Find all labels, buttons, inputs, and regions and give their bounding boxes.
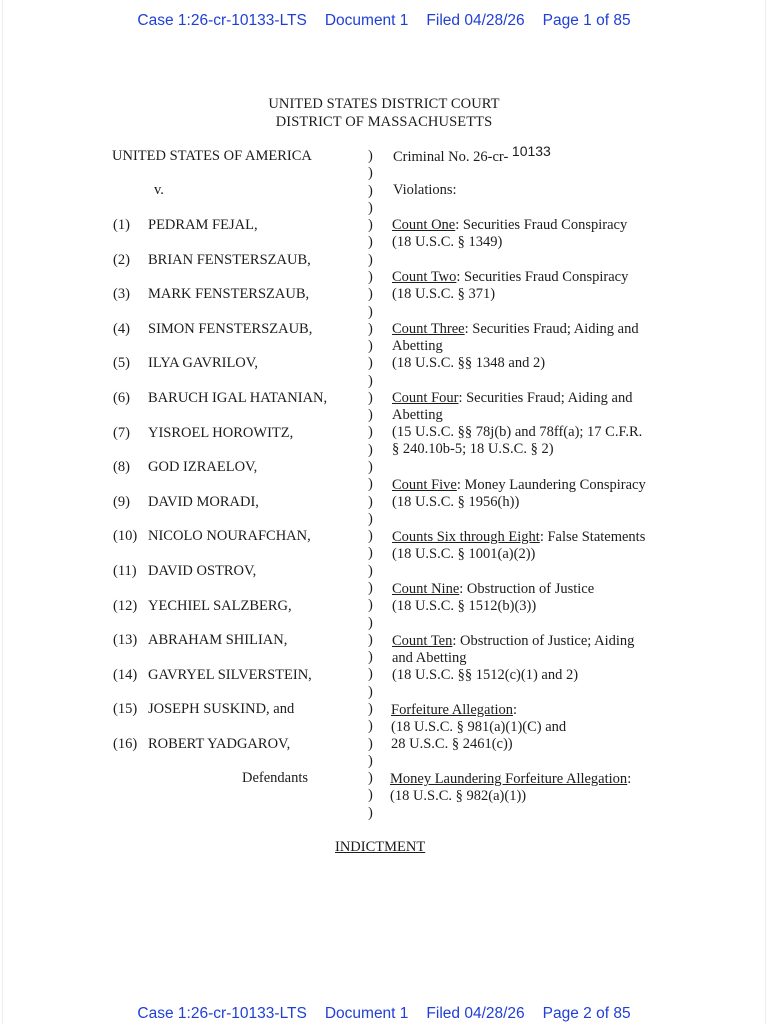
count-desc: : (627, 771, 632, 787)
violation-counts-six-eight (392, 529, 645, 546)
defendant-name: BARUCH IGAL HATANIAN, (148, 390, 328, 406)
violation-count-ten (392, 633, 634, 650)
defendant-number: (2) (113, 251, 130, 268)
caption-paren: ) (368, 268, 373, 285)
count-desc-cont: and Abetting (392, 650, 467, 666)
document-number: Document 1 (324, 12, 409, 29)
count-desc: : Securities Fraud; Aiding and (458, 390, 633, 406)
forfeiture-allegation (391, 702, 517, 719)
citation: (18 U.S.C. § 371) (392, 286, 496, 302)
caption-paren: ) (368, 372, 373, 389)
caption-paren: ) (368, 787, 373, 804)
count-label: Count Three (392, 321, 465, 337)
page-indicator: Page 2 of 85 (542, 1005, 631, 1022)
defendant-name: GAVRYEL SILVERSTEIN, (148, 666, 312, 683)
defendant-number: (15) (113, 701, 138, 718)
defendant-name: DAVID OSTROV, (148, 563, 257, 579)
violation-count-nine (392, 581, 594, 598)
count-desc: : (513, 702, 518, 718)
criminal-number-value: 10133 (511, 143, 551, 159)
count-label: Forfeiture Allegation (391, 702, 514, 718)
count-label: Count Nine (392, 581, 460, 597)
caption-paren: ) (368, 649, 373, 666)
defendant-number: (12) (113, 597, 138, 614)
caption-paren: ) (368, 389, 373, 406)
violation-count-two (392, 269, 628, 286)
count-label: Counts Six through Eight (392, 529, 540, 545)
caption-paren: ) (368, 510, 373, 527)
defendant-number: (4) (113, 320, 130, 337)
pdf-header-bottom (0, 1005, 768, 1023)
defendant-number: (11) (113, 563, 137, 579)
court-district: DISTRICT OF MASSACHUSETTS (275, 114, 493, 130)
count-label: Count One (392, 217, 456, 233)
citation: (18 U.S.C. § 981(a)(1)(C) and (391, 719, 567, 735)
caption-paren: ) (368, 303, 373, 320)
caption-paren: ) (368, 718, 373, 735)
filed-date: Filed 04/28/26 (426, 1005, 525, 1022)
caption-paren: ) (368, 597, 373, 614)
caption-paren: ) (368, 493, 373, 510)
case-number: Case 1:26-cr-10133-LTS (137, 1005, 307, 1022)
caption-paren: ) (368, 683, 373, 700)
defendant-name: BRIAN FENSTERSZAUB, (148, 251, 311, 268)
caption-paren: ) (368, 165, 373, 182)
caption-paren: ) (368, 666, 373, 683)
defendant-name: ILYA GAVRILOV, (148, 355, 258, 372)
citation: (15 U.S.C. §§ 78j(b) and 78ff(a); 17 C.F.R. (392, 424, 643, 440)
citation: (18 U.S.C. §§ 1348 and 2) (392, 355, 546, 371)
defendant-number: (16) (113, 736, 138, 752)
caption-paren: ) (368, 148, 373, 164)
caption-paren: ) (368, 614, 373, 631)
caption-paren: ) (368, 338, 373, 355)
caption-paren: ) (368, 182, 373, 199)
count-desc-cont: Abetting (392, 338, 443, 354)
violations-label: Violations: (393, 182, 457, 198)
citation: (18 U.S.C. § 1349) (392, 234, 503, 250)
caption-paren: ) (368, 804, 373, 821)
caption-paren: ) (368, 199, 373, 216)
defendants-label: Defendants (242, 770, 309, 786)
defendant-number: (7) (113, 424, 130, 441)
caption-paren: ) (368, 580, 373, 596)
count-label: Money Laundering Forfeiture Allegation (390, 771, 628, 787)
caption-paren: ) (368, 217, 373, 234)
indictment-title: INDICTMENT (335, 839, 426, 855)
defendant-name: PEDRAM FEJAL, (148, 217, 258, 233)
count-label: Count Four (392, 390, 459, 406)
caption-paren: ) (368, 735, 373, 752)
citation: (18 U.S.C. §§ 1512(c)(1) and 2) (392, 667, 579, 683)
caption-paren: ) (368, 545, 373, 562)
count-desc: : Obstruction of Justice (459, 581, 595, 597)
caption-paren: ) (368, 424, 373, 441)
caption-paren: ) (368, 752, 373, 769)
defendant-name: SIMON FENSTERSZAUB, (148, 320, 313, 337)
versus-label: v. (154, 182, 164, 198)
caption-paren: ) (368, 528, 373, 545)
defendant-name: ROBERT YADGAROV, (148, 736, 291, 752)
violation-count-five (392, 477, 646, 494)
caption-paren: ) (368, 459, 373, 476)
count-desc: : False Statements (539, 529, 646, 545)
count-desc-cont: Abetting (392, 407, 443, 423)
case-number: Case 1:26-cr-10133-LTS (137, 12, 307, 29)
violation-count-one (392, 217, 627, 234)
defendant-number: (1) (113, 217, 130, 233)
caption-paren: ) (368, 251, 373, 268)
count-desc: : Money Laundering Conspiracy (456, 477, 646, 493)
money-laundering-forfeiture-allegation (390, 771, 631, 788)
pdf-header-top (0, 12, 768, 30)
citation-cont: § 240.10b-5; 18 U.S.C. § 2) (392, 441, 554, 457)
defendant-number: (10) (113, 528, 138, 545)
filed-date: Filed 04/28/26 (426, 12, 525, 29)
defendant-name: NICOLO NOURAFCHAN, (148, 528, 311, 545)
caption-paren: ) (368, 631, 373, 648)
caption-paren: ) (368, 562, 373, 579)
count-desc: : Securities Fraud Conspiracy (455, 217, 628, 233)
count-desc: : Securities Fraud; Aiding and (464, 321, 639, 337)
caption-paren: ) (368, 441, 373, 458)
caption-paren: ) (368, 770, 373, 787)
count-desc: : Obstruction of Justice; Aiding (452, 633, 635, 649)
defendant-name: YECHIEL SALZBERG, (148, 597, 292, 614)
citation: (18 U.S.C. § 1956(h)) (392, 494, 520, 510)
caption-paren: ) (368, 355, 373, 372)
defendant-number: (9) (113, 493, 130, 510)
defendant-name: YISROEL HOROWITZ, (148, 424, 294, 441)
citation: (18 U.S.C. § 1001(a)(2)) (392, 546, 536, 562)
citation-cont: 28 U.S.C. § 2461(c)) (391, 736, 513, 752)
defendant-number: (3) (113, 286, 130, 303)
court-name: UNITED STATES DISTRICT COURT (268, 96, 500, 112)
caption-paren: ) (368, 700, 373, 717)
caption-paren: ) (368, 234, 373, 251)
defendant-name: MARK FENSTERSZAUB, (148, 286, 310, 303)
defendant-number: (5) (113, 355, 130, 372)
caption-paren: ) (368, 476, 373, 493)
count-label: Count Two (392, 269, 457, 285)
caption-paren: ) (368, 407, 373, 424)
page-indicator: Page 1 of 85 (542, 12, 631, 29)
defendant-number: (6) (113, 390, 130, 406)
violation-count-four (392, 390, 632, 407)
count-label: Count Ten (392, 633, 453, 649)
criminal-number-label: Criminal No. 26-cr- (393, 149, 509, 165)
caption-paren: ) (368, 286, 373, 303)
citation: (18 U.S.C. § 1512(b)(3)) (392, 598, 537, 614)
plaintiff-name: UNITED STATES OF AMERICA (112, 148, 312, 164)
criminal-number (393, 143, 551, 166)
count-desc: : Securities Fraud Conspiracy (456, 269, 629, 285)
scan-edge-right (765, 0, 766, 1024)
count-label: Count Five (392, 477, 457, 493)
defendant-number: (8) (113, 459, 130, 476)
defendant-name: GOD IZRAELOV, (148, 459, 258, 476)
defendant-name: JOSEPH SUSKIND, and (148, 701, 295, 718)
violation-count-three (392, 321, 639, 338)
defendant-name: ABRAHAM SHILIAN, (148, 632, 288, 649)
defendant-number: (14) (113, 666, 138, 683)
defendant-number: (13) (113, 632, 138, 649)
document-number: Document 1 (324, 1005, 409, 1022)
scan-edge-left (2, 0, 3, 1024)
caption-paren: ) (368, 320, 373, 337)
citation: (18 U.S.C. § 982(a)(1)) (390, 788, 527, 804)
defendant-name: DAVID MORADI, (148, 493, 259, 510)
